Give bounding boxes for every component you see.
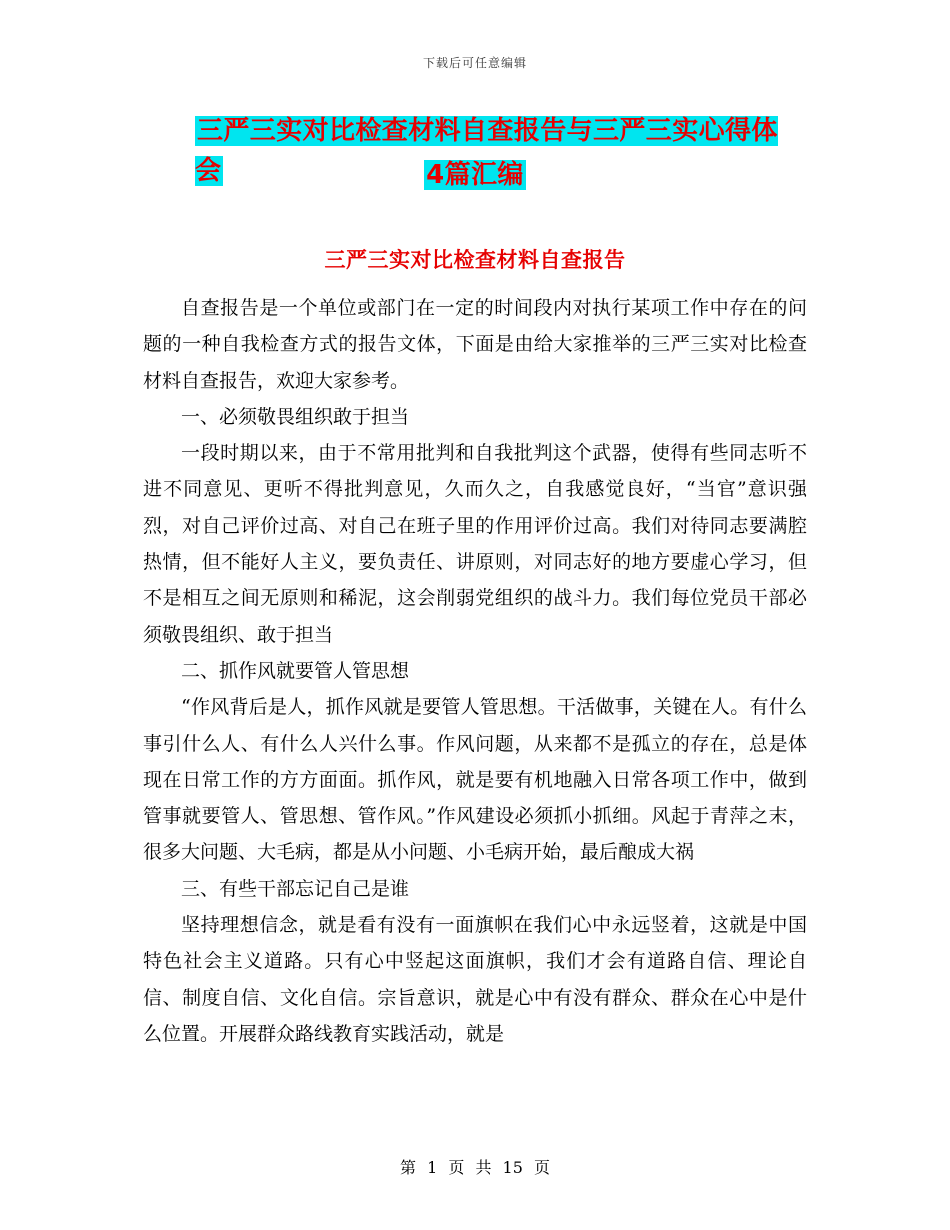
paragraph-intro: 自查报告是一个单位或部门在一定的时间段内对执行某项工作中存在的问题的一种自我检查方式的报告文体，下面是由给大家推举的三严三实对比检查材料自查报告，欢迎大家参考。 xyxy=(143,297,807,392)
heading-2: 二、抓作风就要管人管思想 xyxy=(181,659,410,682)
paragraph-2: “作风背后是人，抓作风就是要管人管思想。干活做事，关键在人。有什么事引什么人、有什么人兴什么事。作风问题，从来都不是孤立的存在，总是体现在日常工作的方方面面。抓作风，就是要有机地融入日常各项工作中，做到管事就要管人、管思想、管作风。”作风建设必须抓小抓细。风起于青萍之末，很多大问题、大毛病，都是从小问题、小毛病开始，最后酿成大祸 xyxy=(143,696,807,864)
section-title: 三严三实对比检查材料自查报告 xyxy=(324,248,626,272)
heading-3: 三、有些干部忘记自己是谁 xyxy=(181,877,410,900)
paragraph-1: 一段时期以来，由于不常用批判和自我批判这个武器，使得有些同志听不进不同意见、更听不得批判意见，久而久之，自我感觉良好，“当官”意识强烈，对自己评价过高、对自己在班子里的作用评价过高。我们对待同志要满腔热情，但不能好人主义，要负责任、讲原则，对同志好的地方要虚心学习，但不是相互之间无原则和稀泥，这会削弱党组织的战斗力。我们每位党员干部必须敬畏组织、敢于担当 xyxy=(143,442,807,646)
heading-1: 一、必须敬畏组织敢于担当 xyxy=(181,405,410,428)
header-note: 下载后可任意编辑 xyxy=(422,56,527,70)
document-body xyxy=(143,290,807,1052)
document-title-line-2 xyxy=(0,155,950,195)
document-title-text-1: 三严三实对比检查材料自查报告与三严三实心得体会 xyxy=(195,116,778,186)
paragraph-3: 坚持理想信念，就是看有没有一面旗帜在我们心中永远竖着，这就是中国特色社会主义道路。只有心中竖起这面旗帜，我们才会有道路自信、理论自信、制度自信、文化自信。宗旨意识，就是心中有没有群众、群众在心中是什么位置。开展群众路线教育实践活动，就是 xyxy=(143,914,807,1045)
page-footer: 第 1 页 共 15 页 xyxy=(400,1158,550,1177)
document-title-text-2: 4篇汇编 xyxy=(426,160,524,190)
